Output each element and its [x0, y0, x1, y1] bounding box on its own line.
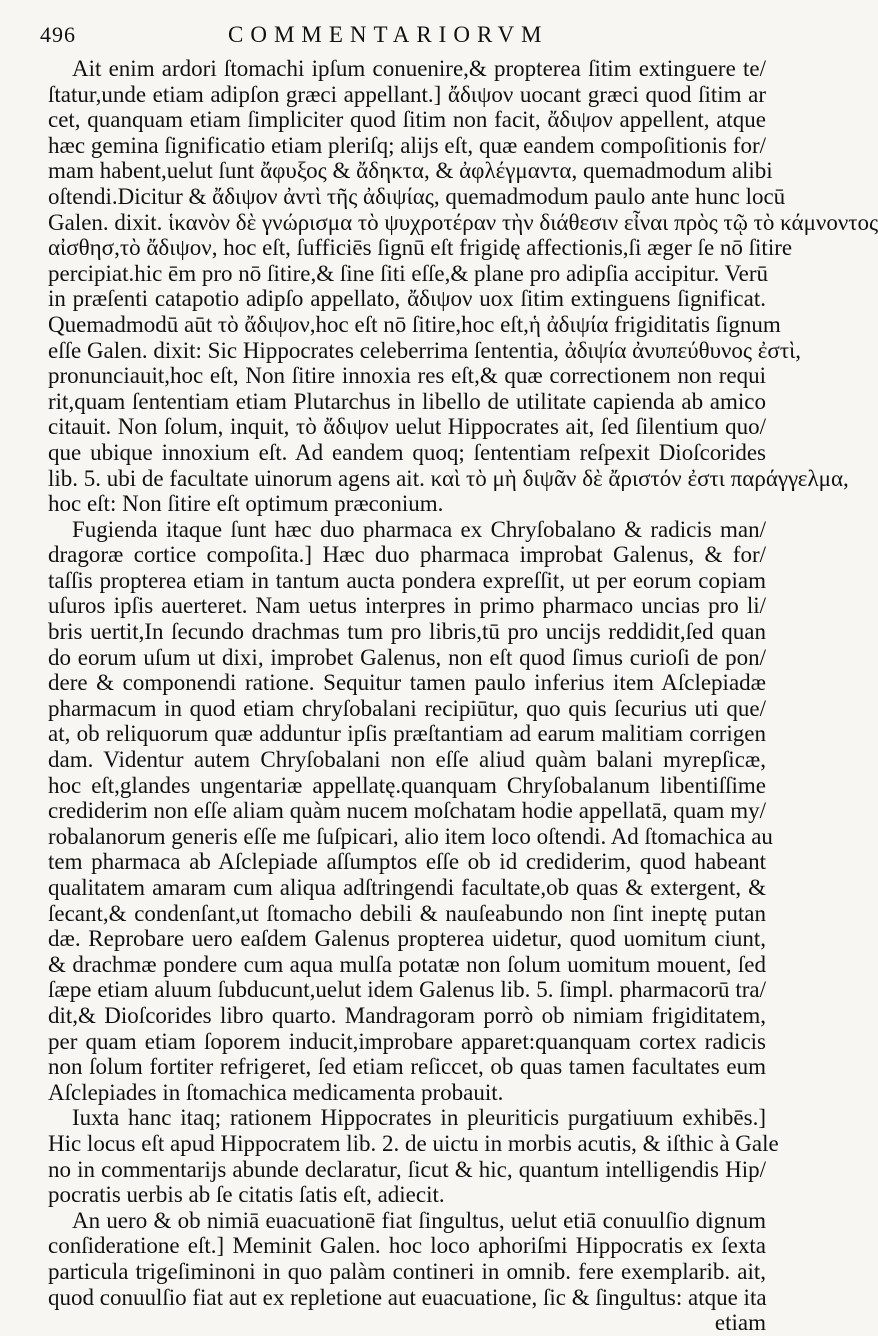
text-line: Aſclepiades in ſtomachica medicamenta probauit.: [48, 1079, 504, 1105]
text-line: percipiat.hic ēm pro nō ſitire,& ſine ſiti eſſe,& plane pro adipſia accipitur. Verū: [48, 260, 769, 286]
text-line: at, ob reliquorum quæ adduntur ipſis præſtantiam ad earum malitiam corrigen: [48, 721, 766, 747]
text-line: uſuros ipſis auerteret. Nam uetus interpres in primo pharmaco uncias pro li/: [48, 593, 766, 619]
text-line: Iuxta hanc itaq; rationem Hippocrates in pleuriticis purgatiuum exhibēs.]: [72, 1105, 766, 1131]
text-line: cet, quanquam etiam ſimpliciter quod ſitim non facit, ἄδιψον appellent, atque: [48, 107, 766, 133]
catchword: etiam: [714, 1310, 766, 1336]
text-line: particula trigeſiminoni in quo palàm contineri in omnib. fere exemplarib. ait,: [48, 1258, 766, 1284]
text-line: Hic locus eſt apud Hippocratem lib. 2. de uictu in morbis acutis, & iſthic à Gale: [48, 1130, 779, 1156]
text-line: per quam etiam ſoporem inducit,improbare apparet:quanquam cortex radicis: [48, 1028, 766, 1054]
page-number: 496: [40, 22, 76, 47]
text-line: dere & componendi ratione. Sequitur tamen paulo inferius item Aſclepiadæ: [48, 670, 766, 696]
text-line: citauit. Non ſolum, inquit, τὸ ἄδιψον uelut Hippocrates ait, ſed ſilentium quo/: [48, 414, 766, 440]
paragraph: [48, 1105, 779, 1208]
text-line: lib. 5. ubi de facultate uinorum agens ait. καὶ τὸ μὴ διψᾶν δὲ ἄριστόν ἐστι παράγγελμα,: [48, 465, 849, 491]
running-head: [40, 20, 766, 54]
running-title: COMMENTARIORVM: [228, 22, 549, 47]
text-line: pronunciauit,hoc eſt, Non ſitire innoxia res eſt,& quæ correctionem non requi: [48, 363, 766, 389]
text-line: Quemadmodū aūt τὸ ἄδιψον,hoc eſt nō ſitire,hoc eſt,ἡ ἀδιψία frigiditatis ſignum: [48, 311, 781, 337]
text-line: mam habent,uelut ſunt ἄφυξος & ἄδηκτα, & ἀφλέγμαντα, quemadmodum alibi: [48, 158, 773, 184]
body-text: [48, 56, 878, 1336]
text-line: robalanorum generis eſſe me ſuſpicari, alio item loco oſtendi. Ad ſtomachica au: [48, 823, 773, 849]
text-line: dæ. Reprobare uero eaſdem Galenus propterea uidetur, quod uomitum ciunt,: [48, 926, 766, 952]
text-line: eſſe Galen. dixit: Sic Hippocrates celeberrima ſententia, ἀδιψία ἀνυπεύθυνος ἐστὶ,: [48, 337, 802, 363]
text-line: no in commentarijs abunde declaratur, ſicut & hic, quantum intelligendis Hip/: [48, 1156, 766, 1182]
text-line: Fugienda itaque ſunt hæc duo pharmaca ex Chryſobalano & radicis man/: [72, 516, 766, 542]
text-line: quod conuulſio fiat aut ex repletione aut euacuatione, ſic & ſingultus: atque ita: [48, 1284, 767, 1310]
text-line: conſideratione eſt.] Meminit Galen. hoc loco aphoriſmi Hippocratis ex ſexta: [48, 1233, 766, 1259]
text-line: non ſolum fortiter refrigeret, ſed etiam reſiccet, ob quas tamen facultates eum: [48, 1054, 766, 1080]
text-line: crediderim non eſſe aliam quàm nucem moſchatam hodie appellatā, quam my/: [48, 798, 766, 824]
text-line: in præſenti catapotio adipſo appellato, ἄδιψον uox ſitim extinguens ſignificat.: [48, 286, 766, 312]
text-line: pocratis uerbis ab ſe citatis ſatis eſt, adiecit.: [48, 1182, 445, 1208]
text-line: pharmacum in quod etiam chryſobalani recipiūtur, quo quis ſecurius uti que/: [48, 695, 766, 721]
text-line: rit,quam ſententiam etiam Plutarchus in libello de utilitate capienda ab amico: [48, 388, 766, 414]
text-line: taſſis propterea etiam in tantum aucta pondera expreſſit, ut per eorum copiam: [48, 567, 766, 593]
text-line: αἰσθησ,τὸ ἄδιψον, hoc eſt, ſufficiēs ſignū eſt frigidę affectionis,ſi æger ſe nō ſitire: [48, 235, 793, 261]
text-line: bris uertit,In ſecundo drachmas tum pro libris,tū pro uncijs reddidit,ſed quan: [48, 619, 766, 645]
text-line: Galen. dixit. ἱκανὸν δὲ γνώρισμα τὸ ψυχροτέραν τὴν διάθεσιν εἶναι πρὸς τῷ τὸ κάμνοντος: [48, 209, 878, 235]
text-line: ſecant,& condenſant,ut ſtomacho debili & nauſeabundo non ſint ineptę putan: [48, 900, 766, 926]
text-line: & drachmæ pondere cum aqua mulſa potatæ non ſolum uomitum mouent, ſed: [48, 951, 766, 977]
paragraph: [48, 1208, 766, 1310]
text-line: qualitatem amaram cum aliqua adſtringendi facultate,ob quas & extergent, &: [48, 875, 766, 900]
text-line: do eorum uſum ut dixi, improbet Galenus, non eſt quod ſimus curioſi de pon/: [48, 644, 766, 670]
text-line: hoc eſt,glandes ungentariæ appellatę.quanquam Chryſobalanum libentiſſime: [48, 772, 766, 798]
text-line: hoc eſt: Non ſitire eſt optimum præconium.: [48, 491, 444, 517]
text-line: que ubique innoxium eſt. Ad eandem quoq; ſententiam reſpexit Dioſcorides: [48, 439, 766, 465]
text-line: Ait enim ardori ſtomachi ipſum conuenire,& propterea ſitim extinguere te/: [72, 56, 766, 81]
paragraph: [48, 56, 878, 517]
text-line: oſtendi.Dicitur & ἄδιψον ἀντὶ τῆς ἀδιψίας, quemadmodum paulo ante hunc locū: [48, 183, 786, 209]
text-line: An uero & ob nimiā euacuationē fiat ſingultus, uelut etiā conuulſio dignum: [72, 1207, 766, 1233]
text-line: ſæpe etiam aluum ſubducunt,uelut idem Galenus lib. 5. ſimpl. pharmacorū tra/: [48, 977, 766, 1003]
text-line: dam. Videntur autem Chryſobalani non eſſe aliud quàm balani myrepſicæ,: [48, 747, 766, 773]
text-line: dragoræ cortice compoſita.] Hæc duo pharmaca improbat Galenus, & for/: [48, 542, 766, 568]
text-line: ſtatur,unde etiam adipſon græci appellant.] ἄδιψον uocant græci quod ſitim ar: [48, 81, 766, 107]
text-line: hæc gemina ſignificatio etiam pleriſq; alijs eſt, quæ eandem compoſitionis for/: [48, 132, 766, 158]
text-line: dit,& Dioſcorides libro quarto. Mandragoram porrò ob nimiam frigiditatem,: [48, 1002, 766, 1028]
text-line: tem pharmaca ab Aſclepiade aſſumptos eſſe ob id crediderim, quod habeant: [48, 849, 766, 875]
paragraph: [48, 516, 773, 1106]
